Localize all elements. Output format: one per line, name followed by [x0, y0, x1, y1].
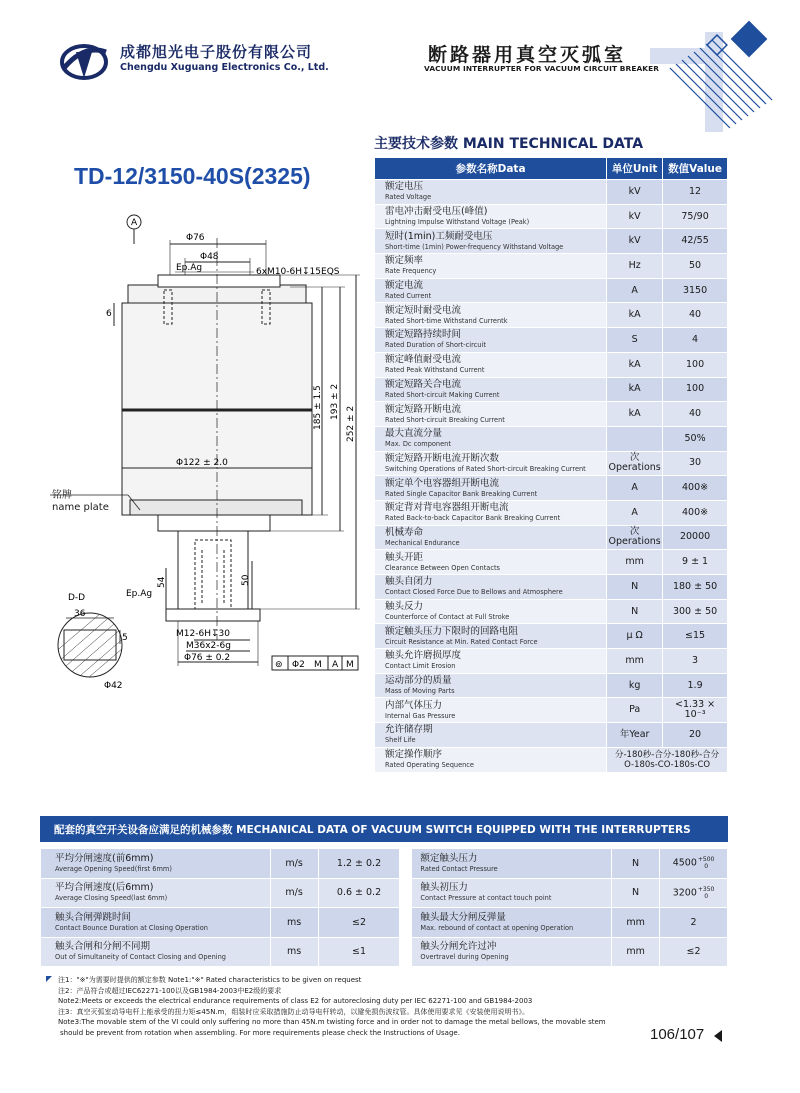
unit-cell: A: [607, 476, 663, 501]
page-title-en: VACUUM INTERRUPTER FOR VACUUM CIRCUIT BREAKER: [424, 64, 660, 73]
param-cell: [375, 303, 607, 328]
unit-cell: kA: [607, 352, 663, 377]
unit-cell: N: [607, 575, 663, 600]
notes: [46, 975, 646, 1039]
param-cn: 机械寿命: [385, 526, 424, 538]
dim-185: 185 ± 1.5: [313, 385, 323, 430]
unit-cell: 次 Operations: [607, 525, 663, 550]
dim-phi122: Φ122 ± 2.0: [176, 458, 228, 468]
param-en: Rated Short-time Withstand Currentk: [385, 316, 508, 325]
mech-unit-right: mm: [612, 908, 660, 938]
thread-m36: M36x2-6g: [186, 641, 231, 651]
param-cn: 触头自闭力: [385, 576, 433, 588]
param-cell: [375, 204, 607, 229]
unit-cell: A: [607, 278, 663, 303]
tol-phi2: Φ2: [292, 660, 305, 670]
unit-cell: kV: [607, 229, 663, 254]
param-cn: 额定操作顺序: [385, 749, 443, 761]
tol-symbol: ⊚: [275, 660, 283, 670]
value-cell: 9 ± 1: [663, 550, 728, 575]
mech-unit-left: m/s: [270, 878, 318, 908]
param-cell: [375, 747, 607, 772]
value-cell: 1.9: [663, 673, 728, 698]
company-name-cn: 成都旭光电子股份有限公司: [120, 43, 313, 61]
param-cell: [375, 575, 607, 600]
nameplate-cn: 铭牌: [52, 490, 72, 501]
tech-row: [375, 180, 728, 205]
col-header-value: 数值Value: [663, 158, 728, 180]
unit-cell: A: [607, 500, 663, 525]
param-cell: [375, 624, 607, 649]
value-cell: 50: [663, 254, 728, 279]
mech-unit-right: N: [612, 849, 660, 879]
param-cn: 额定短路关合电流: [385, 378, 462, 390]
dim-50: 50: [241, 574, 251, 586]
param-cell: [375, 328, 607, 353]
unit-cell: mm: [607, 649, 663, 674]
param-en: Contact Closed Force Due to Bellows and Atmosphere: [385, 588, 563, 597]
page-number: 106/107: [650, 1026, 705, 1043]
param-cn: 最大直流分量: [385, 428, 443, 440]
dim-193: 193 ± 2: [330, 383, 340, 420]
tech-row: [375, 204, 728, 229]
param-en: Clearance Between Open Contacts: [385, 563, 500, 572]
param-cn: 额定短路持续时间: [385, 329, 462, 341]
param-en: Contact Limit Erosion: [385, 662, 456, 671]
tech-row: [375, 723, 728, 748]
param-cell: [375, 278, 607, 303]
unit-cell: 年Year: [607, 723, 663, 748]
param-en: Mechanical Endurance: [385, 538, 460, 547]
value-cell: 100: [663, 352, 728, 377]
param-cn: 允许储存期: [385, 724, 433, 736]
mech-param-left: 平均合闸速度(后6mm) Average Closing Speed(last 6mm): [41, 878, 271, 908]
note-line: should be prevent from rotation when assembling. For more requirements please check the Instructions of Usage.: [60, 1028, 460, 1037]
param-en: Rated Back-to-back Capacitor Bank Breaking Current: [385, 514, 561, 523]
param-cn: 额定单个电容器组开断电流: [385, 477, 500, 489]
param-cn: 触头允许磨损厚度: [385, 650, 462, 662]
param-cn: 额定短路开断电流开断次数: [385, 452, 500, 464]
value-cell: 4: [663, 328, 728, 353]
tech-row: [375, 624, 728, 649]
mech-param-left: 平均分闸速度(前6mm) Average Opening Speed(first 6mm): [41, 849, 271, 879]
unit-cell: Pa: [607, 698, 663, 723]
unit-cell: N: [607, 599, 663, 624]
param-cn: 运动部分的质量: [385, 675, 452, 687]
param-cn: 触头开距: [385, 551, 424, 563]
tech-row: [375, 426, 728, 451]
tech-row: [375, 500, 728, 525]
mech-value-right: 2: [660, 908, 728, 938]
param-cell: [375, 698, 607, 723]
value-cell: 分-180秒-合分-180秒-合分 O-180s-CO-180s-CO: [607, 747, 728, 772]
tol-m2: M: [346, 660, 354, 670]
tech-row: [375, 278, 728, 303]
mech-param-right: 触头初压力 Contact Pressure at contact touch point: [412, 878, 612, 908]
value-cell: ≤15: [663, 624, 728, 649]
col-header-data: 参数名称Data: [375, 158, 607, 180]
param-en: Rated Duration of Short-circuit: [385, 341, 486, 350]
param-en: Mass of Moving Parts: [385, 687, 455, 696]
ep-ag-label: Ep.Ag: [176, 263, 203, 273]
tech-row: [375, 525, 728, 550]
unit-cell: [607, 426, 663, 451]
value-cell: 400※: [663, 476, 728, 501]
col-header-unit: 单位Unit: [607, 158, 663, 180]
tech-row: [375, 451, 728, 476]
param-en: Max. Dc component: [385, 440, 451, 449]
value-cell: 3: [663, 649, 728, 674]
tech-row: [375, 649, 728, 674]
dim-5: 5: [122, 633, 128, 643]
tech-row: [375, 303, 728, 328]
param-cn: 短时(1min)工频耐受电压: [385, 230, 493, 242]
dim-36: 36: [74, 609, 86, 619]
mech-section-title: 配套的真空开关设备应满足的机械参数 MECHANICAL DATA OF VACUUM SWITCH EQUIPPED WITH THE INTERRUPTERS: [40, 816, 728, 842]
param-en: Rated Voltage: [385, 193, 432, 202]
dim-252: 252 ± 2: [346, 405, 356, 442]
tech-row: [375, 550, 728, 575]
mech-row: [41, 849, 728, 879]
note-line: Note3:The movable stem of the VI could only suffering no more than 45N.m twisting force and in order not to damage the metal bellows, the movable stem: [58, 1018, 606, 1027]
param-cn: 触头反力: [385, 601, 424, 613]
param-en: Rate Frequency: [385, 267, 437, 276]
unit-cell: 次 Operations: [607, 451, 663, 476]
mech-unit-left: m/s: [270, 849, 318, 879]
mech-row: [41, 878, 728, 908]
param-cell: [375, 525, 607, 550]
param-en: Lightning Impulse Withstand Voltage (Peak): [385, 218, 530, 227]
mech-row: [41, 908, 728, 938]
tol-a: A: [332, 660, 339, 670]
tech-row: [375, 377, 728, 402]
value-cell: 40: [663, 303, 728, 328]
value-cell: 75/90: [663, 204, 728, 229]
param-cn: 额定短路开断电流: [385, 403, 462, 415]
thread-top-label: 6xM10-6H↧15EQS: [256, 267, 340, 277]
mech-value-right: 3200 +350 0: [660, 878, 728, 908]
unit-cell: kV: [607, 180, 663, 205]
value-cell: 180 ± 50: [663, 575, 728, 600]
param-cn: 额定电压: [385, 181, 424, 193]
nameplate-label: [52, 490, 109, 514]
mech-value-left: ≤1: [318, 937, 400, 967]
mech-unit-left: ms: [270, 908, 318, 938]
param-cn: 额定背对背电容器组开断电流: [385, 502, 509, 514]
tech-row: [375, 673, 728, 698]
value-cell: 300 ± 50: [663, 599, 728, 624]
note-marker-icon: [46, 976, 52, 982]
tech-row: [375, 476, 728, 501]
page-back-icon: [714, 1030, 722, 1042]
param-cell: [375, 673, 607, 698]
mech-value-right: ≤2: [660, 937, 728, 967]
value-cell: 400※: [663, 500, 728, 525]
param-cell: [375, 377, 607, 402]
note-line: 注3：真空灭弧室动导电杆上能承受的扭力矩≤45N.m，组装时应采取措施防止动导电杆转动，以避免损伤波纹管。具体使用要求见《安装使用说明书》。: [58, 1007, 530, 1016]
model-number: TD-12/3150-40S(2325): [74, 163, 311, 189]
interrupter-drawing: [40, 210, 370, 700]
unit-cell: kV: [607, 204, 663, 229]
param-cell: [375, 723, 607, 748]
param-en: Rated Short-circuit Making Current: [385, 390, 500, 399]
mech-value-left: ≤2: [318, 908, 400, 938]
thread-m12: M12-6H↧30: [176, 629, 230, 639]
company-logo-icon: [58, 38, 110, 86]
param-cn: 额定电流: [385, 280, 424, 292]
param-cell: [375, 500, 607, 525]
dim-phi42: Φ42: [104, 681, 123, 691]
unit-cell: kg: [607, 673, 663, 698]
unit-cell: μ Ω: [607, 624, 663, 649]
unit-cell: mm: [607, 550, 663, 575]
mech-value-left: 0.6 ± 0.2: [318, 878, 400, 908]
ep-ag-label-2: Ep.Ag: [126, 589, 153, 599]
tech-table: [374, 157, 728, 773]
value-cell: 100: [663, 377, 728, 402]
mech-unit-left: ms: [270, 937, 318, 967]
unit-cell: kA: [607, 377, 663, 402]
param-cn: 额定峰值耐受电流: [385, 354, 462, 366]
value-cell: 3150: [663, 278, 728, 303]
param-en: Rated Peak Withstand Current: [385, 366, 485, 375]
value-cell: 42/55: [663, 229, 728, 254]
mech-value-left: 1.2 ± 0.2: [318, 849, 400, 879]
mech-table: [40, 848, 728, 967]
note-line: 注2：产品符合或超过IEC62271-100以及GB1984-2003中E2级的要求: [58, 986, 282, 995]
dim-phi76: Φ76: [186, 233, 205, 243]
tech-section-title: 主要技术参数 MAIN TECHNICAL DATA: [374, 136, 644, 152]
value-cell: 40: [663, 402, 728, 427]
param-en: Rated Short-circuit Breaking Current: [385, 415, 505, 424]
tol-m1: M: [314, 660, 322, 670]
unit-cell: kA: [607, 303, 663, 328]
param-en: Circuit Resistance at Min. Rated Contact Force: [385, 637, 538, 646]
dim-phi48: Φ48: [200, 252, 219, 262]
tech-row: [375, 599, 728, 624]
mech-row: [41, 937, 728, 967]
param-cell: [375, 451, 607, 476]
param-en: Rated Current: [385, 292, 432, 301]
mech-unit-right: mm: [612, 937, 660, 967]
param-cell: [375, 599, 607, 624]
param-en: Rated Operating Sequence: [385, 761, 474, 770]
datum-a-label: A: [131, 218, 138, 228]
param-cell: [375, 649, 607, 674]
mech-param-left: 触头合闸和分闸不同期 Out of Simultaneity of Contact Closing and Opening: [41, 937, 271, 967]
value-cell: <1.33 × 10⁻³: [663, 698, 728, 723]
tech-row: [375, 747, 728, 772]
value-cell: 20000: [663, 525, 728, 550]
tech-row: [375, 402, 728, 427]
nameplate-en: name plate: [52, 502, 109, 513]
param-cell: [375, 402, 607, 427]
mech-param-left: 触头合闸弹跳时间 Contact Bounce Duration at Closing Operation: [41, 908, 271, 938]
value-cell: 12: [663, 180, 728, 205]
mech-value-right: 4500 +500 0: [660, 849, 728, 879]
unit-cell: kA: [607, 402, 663, 427]
dim-6: 6: [106, 309, 112, 319]
param-en: Short-time (1min) Power-frequency Withstand Voltage: [385, 242, 564, 251]
tech-table-header: [375, 158, 728, 180]
unit-cell: Hz: [607, 254, 663, 279]
tech-row: [375, 352, 728, 377]
note-line: 注1："※"为需要时提供的额定参数 Note1:"※" Rated characteristics to be given on request: [46, 975, 646, 986]
tech-row: [375, 254, 728, 279]
param-en: Internal Gas Pressure: [385, 711, 456, 720]
company-name-en: Chengdu Xuguang Electronics Co., Ltd.: [120, 62, 329, 73]
tech-row: [375, 229, 728, 254]
mech-unit-right: N: [612, 878, 660, 908]
param-en: Shelf Life: [385, 736, 416, 745]
mech-param-right: 触头最大分闸反弹量 Max. rebound of contact at opening Operation: [412, 908, 612, 938]
dim-phi76b: Φ76 ± 0.2: [184, 653, 231, 663]
tech-row: [375, 328, 728, 353]
note-line: Note2:Meets or exceeds the electrical endurance requirements of class E2 for autoreclosing duty per IEC 62271-100 and GB1984-2003: [58, 997, 533, 1006]
param-en: Switching Operations of Rated Short-circuit Breaking Current: [385, 464, 586, 473]
tech-row: [375, 698, 728, 723]
unit-cell: S: [607, 328, 663, 353]
param-cell: [375, 426, 607, 451]
page-title-cn: 断路器用真空灭弧室: [428, 44, 627, 66]
param-en: Rated Single Capacitor Bank Breaking Current: [385, 489, 538, 498]
param-cn: 雷电冲击耐受电压(峰值): [385, 206, 488, 218]
header-decoration-icon: [650, 18, 780, 133]
param-cell: [375, 254, 607, 279]
param-cell: [375, 550, 607, 575]
tech-row: [375, 575, 728, 600]
param-cn: 额定频率: [385, 255, 424, 267]
mech-param-right: 触头分闸允许过冲 Overtravel during Opening: [412, 937, 612, 967]
param-cn: 额定触头压力下限时的回路电阻: [385, 625, 519, 637]
dim-54: 54: [157, 576, 167, 588]
param-cell: [375, 476, 607, 501]
param-cell: [375, 352, 607, 377]
param-cn: 内部气体压力: [385, 699, 443, 711]
value-cell: 50%: [663, 426, 728, 451]
value-cell: 20: [663, 723, 728, 748]
value-cell: 30: [663, 451, 728, 476]
param-cn: 额定短时耐受电流: [385, 304, 462, 316]
mech-param-right: 额定触头压力 Rated Contact Pressure: [412, 849, 612, 879]
param-cell: [375, 180, 607, 205]
section-dd-label: D-D: [68, 593, 86, 603]
param-en: Counterforce of Contact at Full Stroke: [385, 613, 510, 622]
param-cell: [375, 229, 607, 254]
